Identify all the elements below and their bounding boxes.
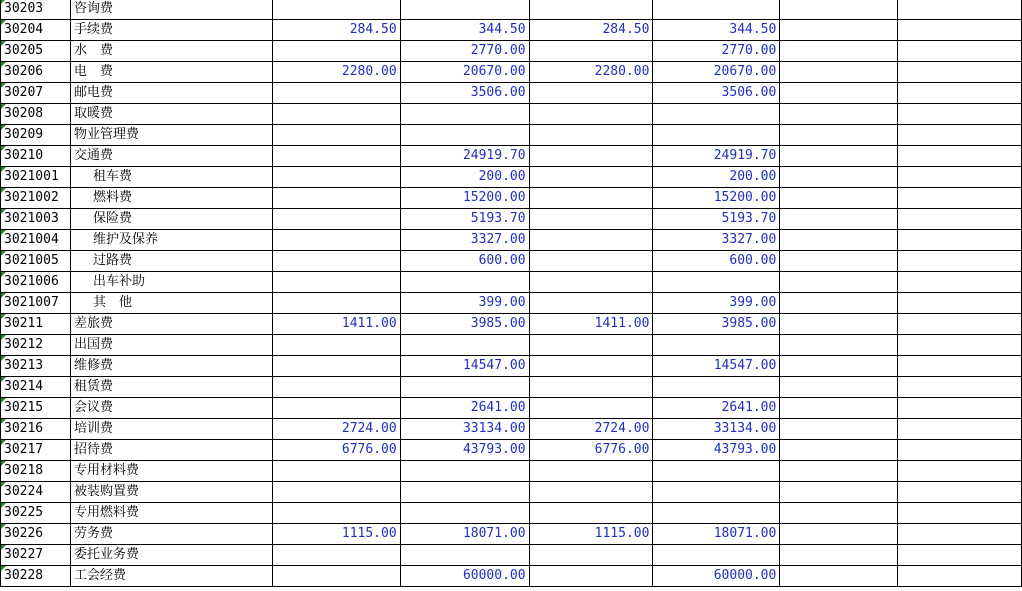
empty-cell-6[interactable] (898, 104, 1022, 125)
account-name-cell[interactable]: 劳务费 (70, 524, 272, 545)
value-cell-2[interactable]: 18071.00 (400, 524, 529, 545)
value-cell-2[interactable] (400, 545, 529, 566)
empty-cell-5[interactable] (780, 524, 898, 545)
account-code-cell[interactable]: 30214 (1, 377, 71, 398)
table-row (1, 398, 1022, 419)
empty-cell-6[interactable] (898, 209, 1022, 230)
table-row (1, 146, 1022, 167)
value-cell-2[interactable] (400, 335, 529, 356)
empty-cell-6[interactable] (898, 167, 1022, 188)
value-cell-1[interactable] (272, 125, 400, 146)
value-cell-3[interactable] (529, 482, 653, 503)
empty-cell-5[interactable] (780, 230, 898, 251)
account-code-cell[interactable]: 30216 (1, 419, 71, 440)
table-row (1, 209, 1022, 230)
account-name-cell[interactable]: 培训费 (70, 419, 272, 440)
empty-cell-6[interactable] (898, 482, 1022, 503)
value-cell-2[interactable] (400, 272, 529, 293)
account-code-cell[interactable]: 30211 (1, 314, 71, 335)
account-code-cell[interactable]: 30212 (1, 335, 71, 356)
account-name-cell[interactable]: 电 费 (70, 62, 272, 83)
empty-cell-5[interactable] (780, 482, 898, 503)
table-row (1, 566, 1022, 587)
account-name-cell[interactable]: 交通费 (70, 146, 272, 167)
value-cell-4[interactable] (653, 104, 780, 125)
table-row (1, 167, 1022, 188)
value-cell-1[interactable]: 6776.00 (272, 440, 400, 461)
table-row (1, 545, 1022, 566)
value-cell-4[interactable]: 24919.70 (653, 146, 780, 167)
account-name-cell[interactable]: 过路费 (70, 251, 272, 272)
empty-cell-5[interactable] (780, 20, 898, 41)
empty-cell-5[interactable] (780, 293, 898, 314)
value-cell-2[interactable]: 2641.00 (400, 398, 529, 419)
empty-cell-5[interactable] (780, 314, 898, 335)
account-name-cell[interactable]: 咨询费 (70, 0, 272, 20)
value-cell-3[interactable] (529, 398, 653, 419)
value-cell-2[interactable]: 14547.00 (400, 356, 529, 377)
account-name-cell[interactable]: 会议费 (70, 398, 272, 419)
value-cell-2[interactable]: 3327.00 (400, 230, 529, 251)
value-cell-3[interactable] (529, 230, 653, 251)
empty-cell-6[interactable] (898, 146, 1022, 167)
empty-cell-5[interactable] (780, 356, 898, 377)
account-code-cell[interactable]: 30217 (1, 440, 71, 461)
value-cell-2[interactable]: 43793.00 (400, 440, 529, 461)
account-code-cell[interactable]: 30227 (1, 545, 71, 566)
table-row (1, 293, 1022, 314)
empty-cell-6[interactable] (898, 377, 1022, 398)
account-name-cell[interactable]: 取暖费 (70, 104, 272, 125)
value-cell-4[interactable]: 3327.00 (653, 230, 780, 251)
empty-cell-6[interactable] (898, 314, 1022, 335)
account-code-cell[interactable]: 30226 (1, 524, 71, 545)
value-cell-4[interactable]: 399.00 (653, 293, 780, 314)
table-row (1, 104, 1022, 125)
value-cell-3[interactable] (529, 125, 653, 146)
empty-cell-5[interactable] (780, 566, 898, 587)
value-cell-2[interactable]: 344.50 (400, 20, 529, 41)
value-cell-2[interactable]: 3506.00 (400, 83, 529, 104)
value-cell-3[interactable]: 2724.00 (529, 419, 653, 440)
empty-cell-5[interactable] (780, 272, 898, 293)
value-cell-4[interactable]: 60000.00 (653, 566, 780, 587)
value-cell-4[interactable]: 18071.00 (653, 524, 780, 545)
account-code-cell[interactable]: 3021005 (1, 251, 71, 272)
empty-cell-5[interactable] (780, 62, 898, 83)
empty-cell-5[interactable] (780, 188, 898, 209)
empty-cell-6[interactable] (898, 188, 1022, 209)
value-cell-3[interactable]: 2280.00 (529, 62, 653, 83)
value-cell-1[interactable]: 1115.00 (272, 524, 400, 545)
empty-cell-5[interactable] (780, 41, 898, 62)
value-cell-3[interactable]: 1411.00 (529, 314, 653, 335)
account-code-cell[interactable]: 3021003 (1, 209, 71, 230)
value-cell-2[interactable] (400, 377, 529, 398)
value-cell-3[interactable]: 284.50 (529, 20, 653, 41)
account-code-cell[interactable]: 30224 (1, 482, 71, 503)
value-cell-2[interactable]: 60000.00 (400, 566, 529, 587)
value-cell-4[interactable] (653, 503, 780, 524)
value-cell-1[interactable] (272, 377, 400, 398)
account-code-cell[interactable]: 30209 (1, 125, 71, 146)
account-name-cell[interactable]: 维护及保养 (70, 230, 272, 251)
value-cell-1[interactable] (272, 272, 400, 293)
value-cell-3[interactable] (529, 335, 653, 356)
value-cell-1[interactable] (272, 188, 400, 209)
account-name-cell[interactable]: 专用燃料费 (70, 503, 272, 524)
account-code-cell[interactable]: 3021006 (1, 272, 71, 293)
account-name-cell[interactable]: 物业管理费 (70, 125, 272, 146)
account-name-cell[interactable]: 水 费 (70, 41, 272, 62)
empty-cell-5[interactable] (780, 0, 898, 20)
empty-cell-5[interactable] (780, 83, 898, 104)
value-cell-1[interactable]: 284.50 (272, 20, 400, 41)
value-cell-4[interactable]: 3985.00 (653, 314, 780, 335)
value-cell-1[interactable] (272, 335, 400, 356)
empty-cell-6[interactable] (898, 440, 1022, 461)
account-name-cell[interactable]: 工会经费 (70, 566, 272, 587)
value-cell-2[interactable] (400, 503, 529, 524)
table-row (1, 377, 1022, 398)
empty-cell-5[interactable] (780, 335, 898, 356)
empty-cell-6[interactable] (898, 398, 1022, 419)
account-name-cell[interactable]: 出国费 (70, 335, 272, 356)
empty-cell-5[interactable] (780, 545, 898, 566)
table-row (1, 524, 1022, 545)
value-cell-3[interactable] (529, 545, 653, 566)
empty-cell-6[interactable] (898, 0, 1022, 20)
empty-cell-5[interactable] (780, 209, 898, 230)
empty-cell-5[interactable] (780, 125, 898, 146)
account-name-cell[interactable]: 手续费 (70, 20, 272, 41)
account-code-cell[interactable]: 30207 (1, 83, 71, 104)
value-cell-1[interactable]: 2280.00 (272, 62, 400, 83)
value-cell-4[interactable] (653, 545, 780, 566)
value-cell-4[interactable]: 600.00 (653, 251, 780, 272)
table-row (1, 20, 1022, 41)
value-cell-4[interactable]: 2641.00 (653, 398, 780, 419)
value-cell-4[interactable]: 43793.00 (653, 440, 780, 461)
account-code-cell[interactable]: 30204 (1, 20, 71, 41)
value-cell-3[interactable] (529, 83, 653, 104)
empty-cell-6[interactable] (898, 545, 1022, 566)
empty-cell-5[interactable] (780, 398, 898, 419)
account-code-cell[interactable]: 30205 (1, 41, 71, 62)
value-cell-3[interactable] (529, 0, 653, 20)
value-cell-3[interactable] (529, 104, 653, 125)
table-row (1, 419, 1022, 440)
value-cell-2[interactable]: 15200.00 (400, 188, 529, 209)
account-name-cell[interactable]: 专用材料费 (70, 461, 272, 482)
sheet-body (1, 0, 1022, 587)
value-cell-1[interactable] (272, 251, 400, 272)
value-cell-2[interactable] (400, 0, 529, 20)
empty-cell-5[interactable] (780, 440, 898, 461)
empty-cell-6[interactable] (898, 419, 1022, 440)
value-cell-1[interactable] (272, 482, 400, 503)
table-row (1, 272, 1022, 293)
table-row (1, 188, 1022, 209)
table-row (1, 503, 1022, 524)
account-name-cell[interactable]: 招待费 (70, 440, 272, 461)
table-row (1, 251, 1022, 272)
table-row (1, 125, 1022, 146)
value-cell-1[interactable] (272, 104, 400, 125)
value-cell-3[interactable] (529, 566, 653, 587)
value-cell-4[interactable] (653, 0, 780, 20)
empty-cell-6[interactable] (898, 62, 1022, 83)
account-code-cell[interactable]: 30225 (1, 503, 71, 524)
value-cell-1[interactable] (272, 0, 400, 20)
value-cell-1[interactable] (272, 356, 400, 377)
account-code-cell[interactable]: 30228 (1, 566, 71, 587)
table-row (1, 314, 1022, 335)
value-cell-1[interactable] (272, 83, 400, 104)
value-cell-1[interactable] (272, 209, 400, 230)
value-cell-1[interactable] (272, 461, 400, 482)
table-row (1, 83, 1022, 104)
value-cell-4[interactable]: 14547.00 (653, 356, 780, 377)
value-cell-3[interactable] (529, 377, 653, 398)
value-cell-4[interactable]: 33134.00 (653, 419, 780, 440)
table-row (1, 440, 1022, 461)
value-cell-2[interactable]: 24919.70 (400, 146, 529, 167)
account-name-cell[interactable]: 其 他 (70, 293, 272, 314)
empty-cell-6[interactable] (898, 83, 1022, 104)
empty-cell-6[interactable] (898, 251, 1022, 272)
account-code-cell[interactable]: 30206 (1, 62, 71, 83)
value-cell-1[interactable] (272, 41, 400, 62)
value-cell-4[interactable]: 3506.00 (653, 83, 780, 104)
empty-cell-6[interactable] (898, 230, 1022, 251)
value-cell-1[interactable] (272, 167, 400, 188)
value-cell-2[interactable]: 200.00 (400, 167, 529, 188)
value-cell-1[interactable] (272, 503, 400, 524)
value-cell-1[interactable]: 2724.00 (272, 419, 400, 440)
value-cell-3[interactable] (529, 146, 653, 167)
value-cell-4[interactable]: 5193.70 (653, 209, 780, 230)
value-cell-3[interactable] (529, 293, 653, 314)
account-name-cell[interactable]: 维修费 (70, 356, 272, 377)
value-cell-1[interactable] (272, 146, 400, 167)
account-code-cell[interactable]: 30218 (1, 461, 71, 482)
value-cell-3[interactable] (529, 461, 653, 482)
account-code-cell[interactable]: 30203 (1, 0, 71, 20)
value-cell-1[interactable] (272, 293, 400, 314)
account-name-cell[interactable]: 被装购置费 (70, 482, 272, 503)
value-cell-3[interactable]: 6776.00 (529, 440, 653, 461)
account-name-cell[interactable]: 出车补助 (70, 272, 272, 293)
empty-cell-5[interactable] (780, 461, 898, 482)
table-row (1, 335, 1022, 356)
account-name-cell[interactable]: 邮电费 (70, 83, 272, 104)
empty-cell-5[interactable] (780, 503, 898, 524)
empty-cell-5[interactable] (780, 377, 898, 398)
value-cell-2[interactable]: 3985.00 (400, 314, 529, 335)
value-cell-4[interactable] (653, 461, 780, 482)
empty-cell-5[interactable] (780, 419, 898, 440)
value-cell-1[interactable] (272, 398, 400, 419)
value-cell-2[interactable] (400, 104, 529, 125)
empty-cell-6[interactable] (898, 125, 1022, 146)
value-cell-3[interactable] (529, 503, 653, 524)
value-cell-4[interactable] (653, 272, 780, 293)
account-name-cell[interactable]: 保险费 (70, 209, 272, 230)
value-cell-3[interactable] (529, 167, 653, 188)
value-cell-3[interactable] (529, 209, 653, 230)
table-row (1, 482, 1022, 503)
empty-cell-6[interactable] (898, 524, 1022, 545)
value-cell-3[interactable] (529, 188, 653, 209)
account-code-cell[interactable]: 3021002 (1, 188, 71, 209)
empty-cell-6[interactable] (898, 293, 1022, 314)
empty-cell-6[interactable] (898, 335, 1022, 356)
account-code-cell[interactable]: 3021004 (1, 230, 71, 251)
value-cell-2[interactable]: 2770.00 (400, 41, 529, 62)
value-cell-2[interactable] (400, 461, 529, 482)
value-cell-3[interactable] (529, 251, 653, 272)
table-row (1, 41, 1022, 62)
account-code-cell[interactable]: 30210 (1, 146, 71, 167)
value-cell-1[interactable]: 1411.00 (272, 314, 400, 335)
empty-cell-5[interactable] (780, 146, 898, 167)
empty-cell-6[interactable] (898, 461, 1022, 482)
empty-cell-6[interactable] (898, 272, 1022, 293)
value-cell-2[interactable] (400, 482, 529, 503)
value-cell-1[interactable] (272, 230, 400, 251)
value-cell-2[interactable]: 33134.00 (400, 419, 529, 440)
empty-cell-5[interactable] (780, 251, 898, 272)
account-code-cell[interactable]: 30215 (1, 398, 71, 419)
account-code-cell[interactable]: 30208 (1, 104, 71, 125)
value-cell-3[interactable] (529, 272, 653, 293)
table-row (1, 356, 1022, 377)
empty-cell-6[interactable] (898, 20, 1022, 41)
account-name-cell[interactable]: 租赁费 (70, 377, 272, 398)
value-cell-2[interactable]: 600.00 (400, 251, 529, 272)
empty-cell-6[interactable] (898, 41, 1022, 62)
empty-cell-5[interactable] (780, 167, 898, 188)
value-cell-2[interactable]: 20670.00 (400, 62, 529, 83)
account-name-cell[interactable]: 租车费 (70, 167, 272, 188)
value-cell-4[interactable]: 15200.00 (653, 188, 780, 209)
value-cell-2[interactable]: 5193.70 (400, 209, 529, 230)
empty-cell-6[interactable] (898, 356, 1022, 377)
value-cell-4[interactable] (653, 482, 780, 503)
value-cell-4[interactable]: 344.50 (653, 20, 780, 41)
account-name-cell[interactable]: 差旅费 (70, 314, 272, 335)
table-row (1, 461, 1022, 482)
value-cell-2[interactable]: 399.00 (400, 293, 529, 314)
table-row (1, 230, 1022, 251)
value-cell-4[interactable]: 200.00 (653, 167, 780, 188)
value-cell-2[interactable] (400, 125, 529, 146)
account-code-cell[interactable]: 30213 (1, 356, 71, 377)
value-cell-4[interactable] (653, 377, 780, 398)
empty-cell-6[interactable] (898, 566, 1022, 587)
value-cell-3[interactable] (529, 356, 653, 377)
table-row (1, 0, 1022, 20)
value-cell-4[interactable]: 2770.00 (653, 41, 780, 62)
account-code-cell[interactable]: 3021007 (1, 293, 71, 314)
empty-cell-6[interactable] (898, 503, 1022, 524)
value-cell-3[interactable] (529, 41, 653, 62)
table-row (1, 62, 1022, 83)
empty-cell-5[interactable] (780, 104, 898, 125)
value-cell-4[interactable] (653, 125, 780, 146)
value-cell-4[interactable]: 20670.00 (653, 62, 780, 83)
value-cell-4[interactable] (653, 335, 780, 356)
account-name-cell[interactable]: 燃料费 (70, 188, 272, 209)
value-cell-3[interactable]: 1115.00 (529, 524, 653, 545)
value-cell-1[interactable] (272, 566, 400, 587)
account-name-cell[interactable]: 委托业务费 (70, 545, 272, 566)
value-cell-1[interactable] (272, 545, 400, 566)
account-code-cell[interactable]: 3021001 (1, 167, 71, 188)
